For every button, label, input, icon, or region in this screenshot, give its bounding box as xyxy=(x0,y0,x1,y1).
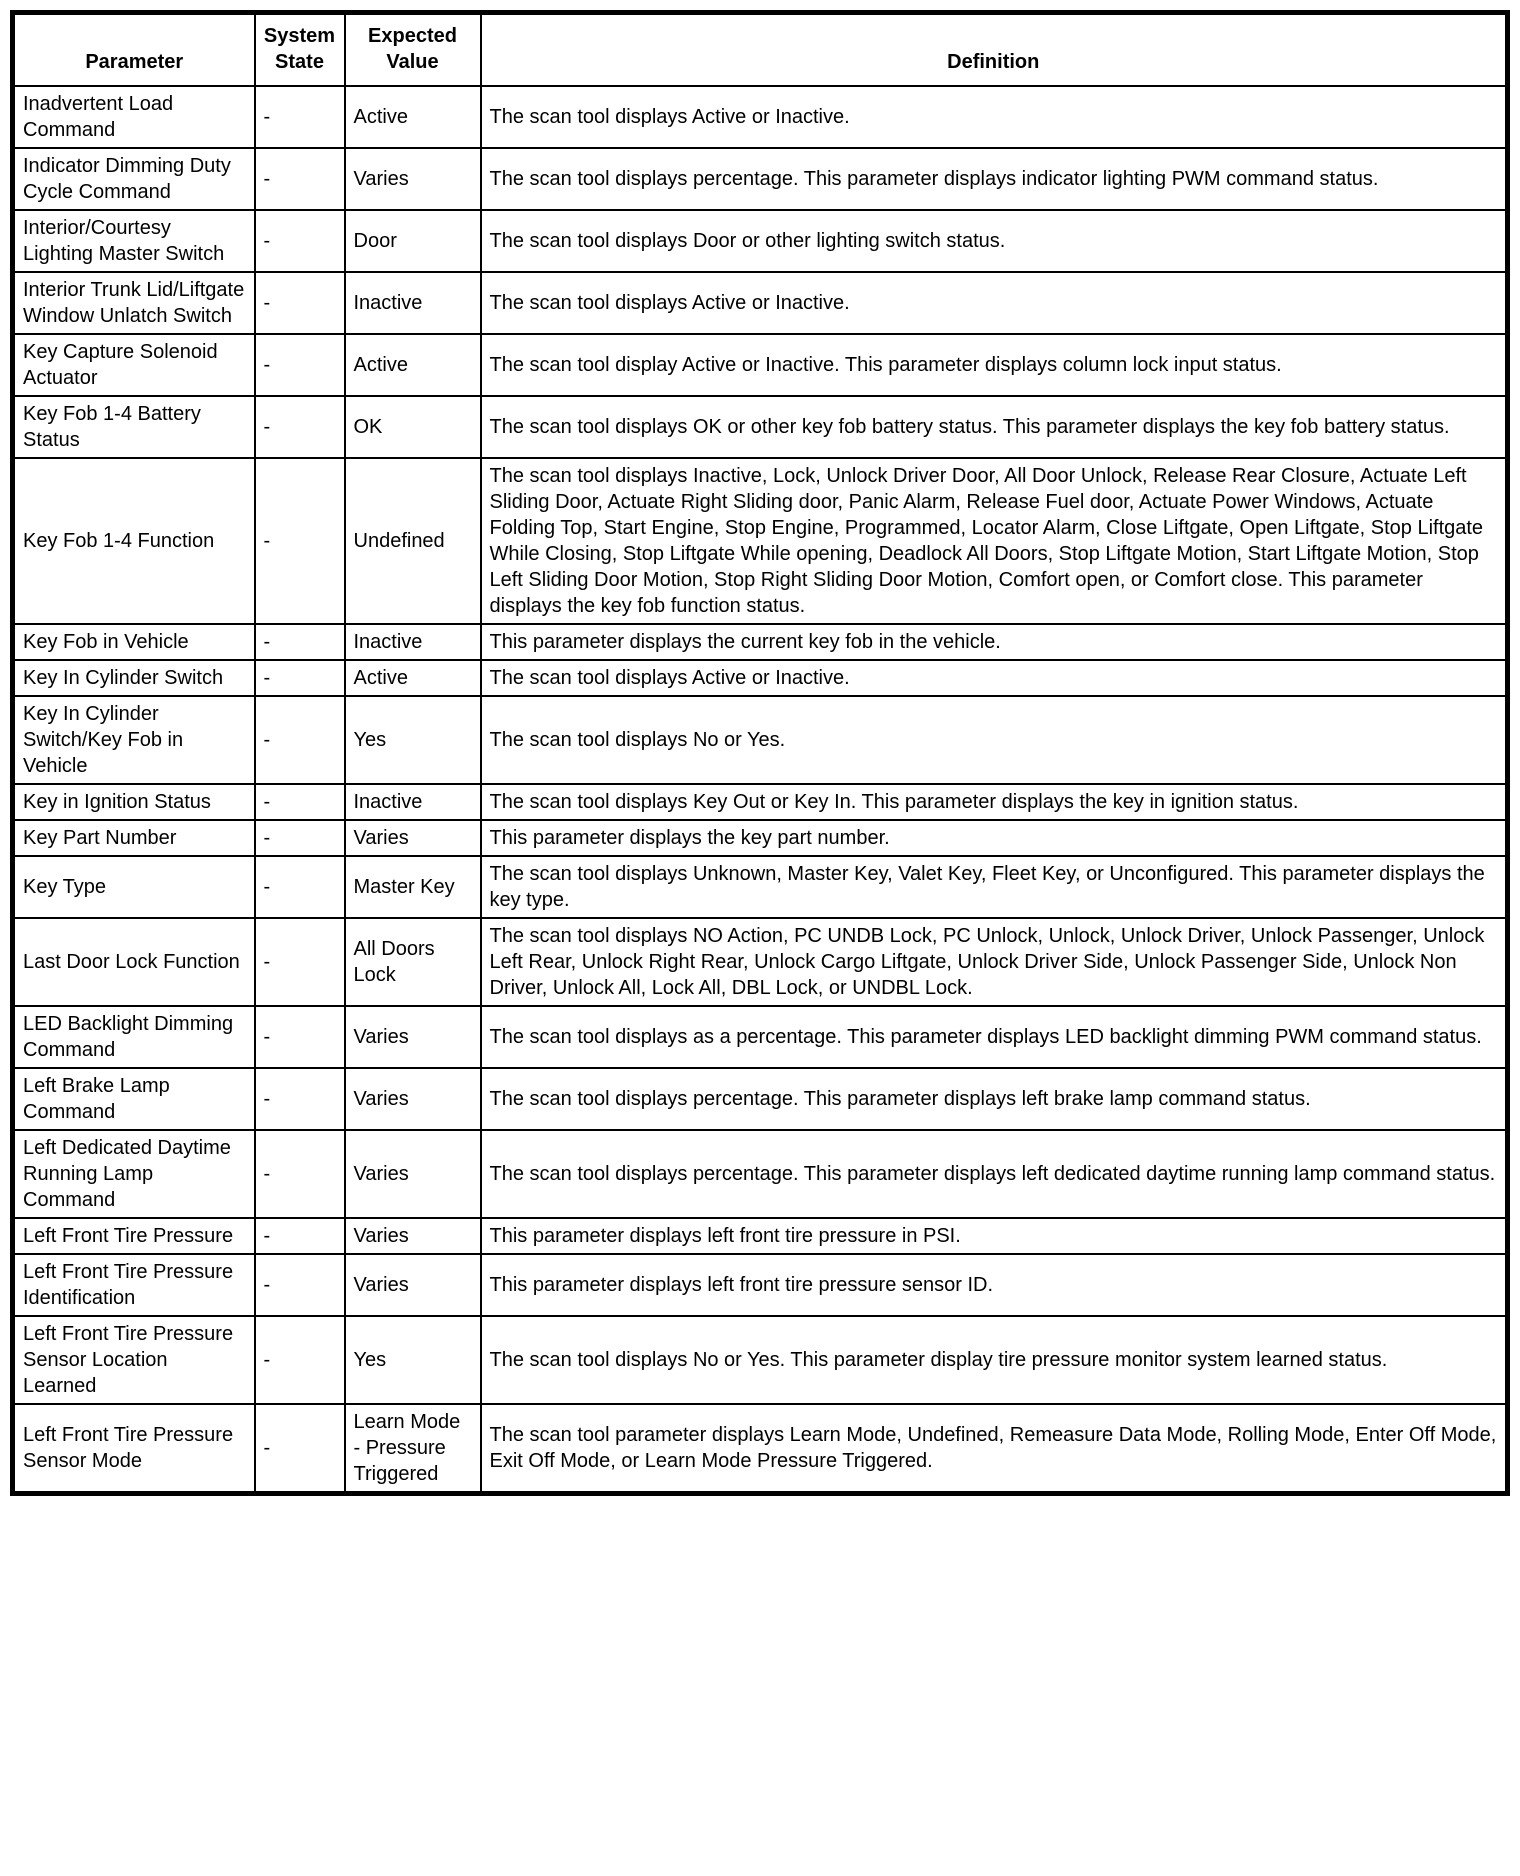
table-row xyxy=(13,1068,1508,1130)
cell-definition: The scan tool displays as a percentage. This parameter displays LED backlight dimming PWM command status. xyxy=(481,1006,1508,1068)
cell-system-state: - xyxy=(255,918,345,1006)
table-row xyxy=(13,918,1508,1006)
cell-parameter: Key Fob 1-4 Battery Status xyxy=(13,396,255,458)
cell-definition: This parameter displays the current key fob in the vehicle. xyxy=(481,624,1508,660)
cell-system-state: - xyxy=(255,856,345,918)
cell-parameter: Interior/Courtesy Lighting Master Switch xyxy=(13,210,255,272)
cell-parameter: Left Dedicated Daytime Running Lamp Command xyxy=(13,1130,255,1218)
cell-expected-value: Learn Mode - Pressure Triggered xyxy=(345,1404,481,1494)
cell-system-state: - xyxy=(255,272,345,334)
table-row xyxy=(13,148,1508,210)
table-header xyxy=(13,13,1508,87)
cell-definition: The scan tool displays Active or Inactive. xyxy=(481,660,1508,696)
cell-definition: The scan tool parameter displays Learn Mode, Undefined, Remeasure Data Mode, Rolling Mode, Enter Off Mode, Exit Off Mode, or Learn Mode Pressure Triggered. xyxy=(481,1404,1508,1494)
cell-parameter: Key Fob 1-4 Function xyxy=(13,458,255,624)
cell-expected-value: Varies xyxy=(345,820,481,856)
table-row xyxy=(13,1006,1508,1068)
cell-system-state: - xyxy=(255,334,345,396)
cell-parameter: Left Brake Lamp Command xyxy=(13,1068,255,1130)
table-row xyxy=(13,856,1508,918)
cell-expected-value: Active xyxy=(345,86,481,148)
cell-expected-value: Varies xyxy=(345,1254,481,1316)
cell-expected-value: Varies xyxy=(345,1130,481,1218)
cell-parameter: Left Front Tire Pressure Sensor Location Learned xyxy=(13,1316,255,1404)
cell-definition: This parameter displays left front tire pressure in PSI. xyxy=(481,1218,1508,1254)
cell-definition: The scan tool displays Inactive, Lock, Unlock Driver Door, All Door Unlock, Release Rear Closure, Actuate Left Sliding Door, Actuate Right Sliding door, Panic Alarm, Release Fuel door, Actuate Power Windows, Actuate Folding Top, Start Engine, Stop Engine, Programmed, Locator Alarm, Close Liftgate, Open Liftgate, Stop Liftgate While Closing, Stop Liftgate While opening, Deadlock All Doors, Stop Liftgate Motion, Start Liftgate Motion, Stop Left Sliding Door Motion, Stop Right Sliding Door Motion, Comfort open, or Comfort close. This parameter displays the key fob function status. xyxy=(481,458,1508,624)
cell-expected-value: Active xyxy=(345,660,481,696)
cell-expected-value: All Doors Lock xyxy=(345,918,481,1006)
cell-system-state: - xyxy=(255,1254,345,1316)
cell-definition: The scan tool displays percentage. This parameter displays left brake lamp command status. xyxy=(481,1068,1508,1130)
table-row xyxy=(13,86,1508,148)
cell-parameter: Indicator Dimming Duty Cycle Command xyxy=(13,148,255,210)
cell-expected-value: Yes xyxy=(345,696,481,784)
cell-system-state: - xyxy=(255,696,345,784)
cell-definition: The scan tool displays No or Yes. This parameter display tire pressure monitor system learned status. xyxy=(481,1316,1508,1404)
cell-system-state: - xyxy=(255,210,345,272)
table-row xyxy=(13,1218,1508,1254)
table-row xyxy=(13,210,1508,272)
table-row xyxy=(13,396,1508,458)
cell-definition: The scan tool display Active or Inactive. This parameter displays column lock input status. xyxy=(481,334,1508,396)
cell-parameter: Key Part Number xyxy=(13,820,255,856)
table-row xyxy=(13,696,1508,784)
cell-definition: The scan tool displays Unknown, Master Key, Valet Key, Fleet Key, or Unconfigured. This parameter displays the key type. xyxy=(481,856,1508,918)
table-body xyxy=(13,86,1508,1494)
cell-system-state: - xyxy=(255,820,345,856)
cell-definition: The scan tool displays percentage. This parameter displays indicator lighting PWM command status. xyxy=(481,148,1508,210)
cell-definition: The scan tool displays Door or other lighting switch status. xyxy=(481,210,1508,272)
cell-expected-value: Door xyxy=(345,210,481,272)
cell-expected-value: Inactive xyxy=(345,784,481,820)
cell-expected-value: Active xyxy=(345,334,481,396)
cell-system-state: - xyxy=(255,660,345,696)
cell-system-state: - xyxy=(255,784,345,820)
cell-expected-value: Varies xyxy=(345,148,481,210)
cell-parameter: Left Front Tire Pressure xyxy=(13,1218,255,1254)
cell-definition: The scan tool displays Active or Inactive. xyxy=(481,86,1508,148)
table-row xyxy=(13,1316,1508,1404)
table-row xyxy=(13,820,1508,856)
cell-definition: The scan tool displays NO Action, PC UNDB Lock, PC Unlock, Unlock, Unlock Driver, Unlock Passenger, Unlock Left Rear, Unlock Right Rear, Unlock Cargo Liftgate, Unlock Driver Side, Unlock Passenger Side, Unlock Non Driver, Unlock All, Lock All, DBL Lock, or UNDBL Lock. xyxy=(481,918,1508,1006)
cell-parameter: LED Backlight Dimming Command xyxy=(13,1006,255,1068)
cell-system-state: - xyxy=(255,1404,345,1494)
table-row xyxy=(13,1130,1508,1218)
cell-definition: This parameter displays the key part number. xyxy=(481,820,1508,856)
cell-parameter: Key Fob in Vehicle xyxy=(13,624,255,660)
cell-expected-value: Inactive xyxy=(345,272,481,334)
cell-parameter: Key Type xyxy=(13,856,255,918)
header-expected-value: Expected Value xyxy=(345,13,481,87)
cell-definition: The scan tool displays OK or other key fob battery status. This parameter displays the key fob battery status. xyxy=(481,396,1508,458)
cell-system-state: - xyxy=(255,1130,345,1218)
header-parameter: Parameter xyxy=(13,13,255,87)
cell-parameter: Key Capture Solenoid Actuator xyxy=(13,334,255,396)
cell-expected-value: Inactive xyxy=(345,624,481,660)
cell-expected-value: Varies xyxy=(345,1218,481,1254)
table-row xyxy=(13,660,1508,696)
cell-definition: The scan tool displays Active or Inactive. xyxy=(481,272,1508,334)
cell-definition: The scan tool displays Key Out or Key In. This parameter displays the key in ignition status. xyxy=(481,784,1508,820)
cell-system-state: - xyxy=(255,396,345,458)
table-row xyxy=(13,784,1508,820)
cell-system-state: - xyxy=(255,624,345,660)
cell-expected-value: OK xyxy=(345,396,481,458)
table-row xyxy=(13,1254,1508,1316)
cell-parameter: Inadvertent Load Command xyxy=(13,86,255,148)
cell-expected-value: Undefined xyxy=(345,458,481,624)
cell-system-state: - xyxy=(255,458,345,624)
cell-expected-value: Varies xyxy=(345,1006,481,1068)
header-row xyxy=(13,13,1508,87)
table-row xyxy=(13,272,1508,334)
cell-parameter: Last Door Lock Function xyxy=(13,918,255,1006)
cell-parameter: Interior Trunk Lid/Liftgate Window Unlatch Switch xyxy=(13,272,255,334)
cell-system-state: - xyxy=(255,1006,345,1068)
cell-parameter: Key in Ignition Status xyxy=(13,784,255,820)
table-row xyxy=(13,624,1508,660)
header-system-state: System State xyxy=(255,13,345,87)
cell-system-state: - xyxy=(255,1316,345,1404)
cell-definition: The scan tool displays percentage. This parameter displays left dedicated daytime running lamp command status. xyxy=(481,1130,1508,1218)
cell-system-state: - xyxy=(255,148,345,210)
table-row xyxy=(13,1404,1508,1494)
cell-system-state: - xyxy=(255,86,345,148)
cell-definition: This parameter displays left front tire pressure sensor ID. xyxy=(481,1254,1508,1316)
cell-system-state: - xyxy=(255,1068,345,1130)
header-definition: Definition xyxy=(481,13,1508,87)
cell-expected-value: Varies xyxy=(345,1068,481,1130)
table-row xyxy=(13,334,1508,396)
cell-expected-value: Yes xyxy=(345,1316,481,1404)
cell-expected-value: Master Key xyxy=(345,856,481,918)
cell-definition: The scan tool displays No or Yes. xyxy=(481,696,1508,784)
table-row xyxy=(13,458,1508,624)
cell-system-state: - xyxy=(255,1218,345,1254)
scan-tool-parameter-table xyxy=(10,10,1510,1496)
cell-parameter: Key In Cylinder Switch/Key Fob in Vehicle xyxy=(13,696,255,784)
cell-parameter: Key In Cylinder Switch xyxy=(13,660,255,696)
cell-parameter: Left Front Tire Pressure Identification xyxy=(13,1254,255,1316)
cell-parameter: Left Front Tire Pressure Sensor Mode xyxy=(13,1404,255,1494)
